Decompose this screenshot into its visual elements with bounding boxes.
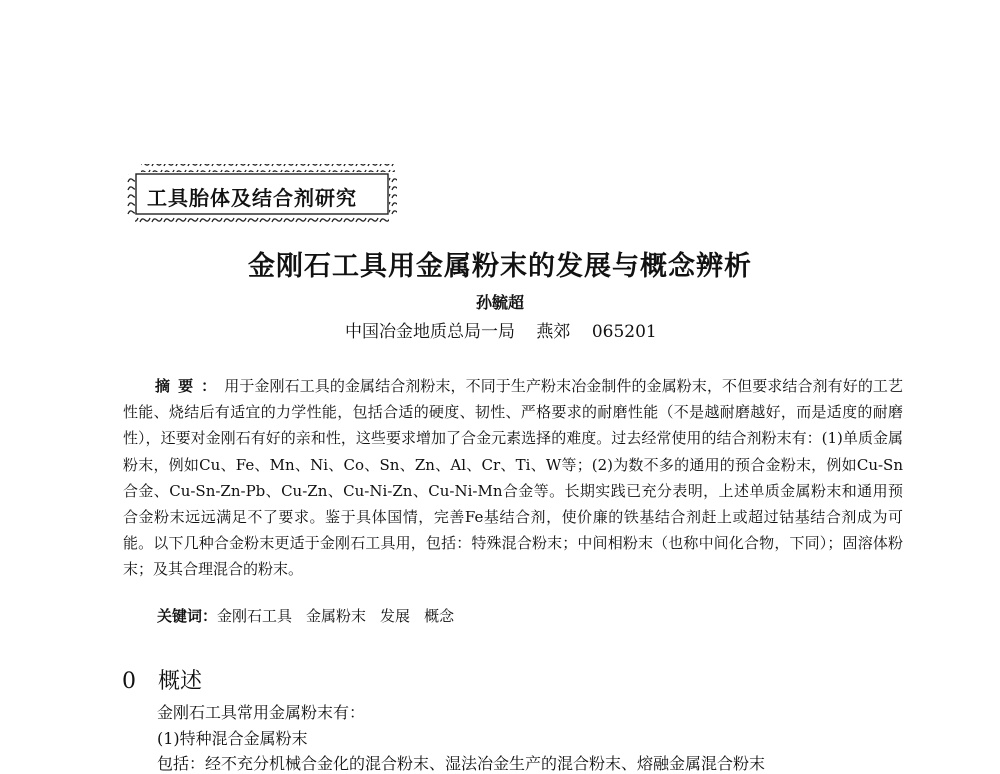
keyword: 金刚石工具	[217, 607, 293, 625]
keywords-label: 关键词：	[157, 607, 218, 625]
affiliation-zip: 065201	[591, 322, 657, 342]
affiliation-city: 燕郊	[536, 322, 571, 342]
abstract	[123, 373, 903, 583]
affiliation	[345, 317, 673, 342]
banner-label: 工具胎体及结合剂研究	[147, 186, 357, 210]
section-banner	[127, 160, 397, 228]
keywords	[157, 605, 468, 626]
body-paragraph-line: 包括：经不充分机械合金化的混合粉末、湿法冶金生产的混合粉末、熔融金属混合粉末	[157, 754, 766, 773]
section-number: 0	[122, 669, 136, 694]
abstract-label: 摘要：	[155, 377, 225, 395]
keyword: 金属粉末	[306, 607, 367, 625]
keyword: 发展	[380, 607, 411, 625]
abstract-text: 用于金刚石工具的金属结合剂粉末，不同于生产粉末冶金制件的金属粉末，不但要求结合剂有好的工艺性能、烧结后有适宜的力学性能，包括合适的硬度、韧性、严格要求的耐磨性能（不是越耐磨越好，而是适度的耐磨性），还要对金刚石有好的亲和性，这些要求增加了合金元素选择的难度。过去经常使用的结合剂粉末有：(1)单质金属粉末，例如Cu、Fe、Mn、Ni、Co、Sn、Zn、Al、Cr、Ti、W等；(2)为数不多的通用的预合金粉末，例如Cu-Sn合金、Cu-Sn-Zn-Pb、Cu-Zn、Cu-Ni-Zn、Cu-Ni-Mn合金等。长期实践已充分表明，上述单质金属粉末和通用预合金粉末远远满足不了要求。鉴于具体国情，完善Fe基结合剂，使价廉的铁基结合剂赶上或超过钴基结合剂成为可能。以下几种合金粉末更适于金刚石工具用，包括：特殊混合粉末；中间相粉末（也称中间化合物，下同）；固溶体粉末；及其合理混合的粉末。	[123, 377, 903, 579]
body-paragraph-line: 金刚石工具常用金属粉末有：	[157, 703, 366, 722]
keyword: 概念	[424, 607, 455, 625]
body-list-item: (1)特种混合金属粉末	[157, 729, 308, 748]
section-heading	[122, 664, 202, 695]
affiliation-org: 中国冶金地质总局一局	[345, 322, 515, 342]
author-name: 孙毓超	[475, 293, 524, 312]
paper-title: 金刚石工具用金属粉末的发展与概念辨析	[248, 251, 752, 282]
section-title: 概述	[158, 669, 203, 694]
